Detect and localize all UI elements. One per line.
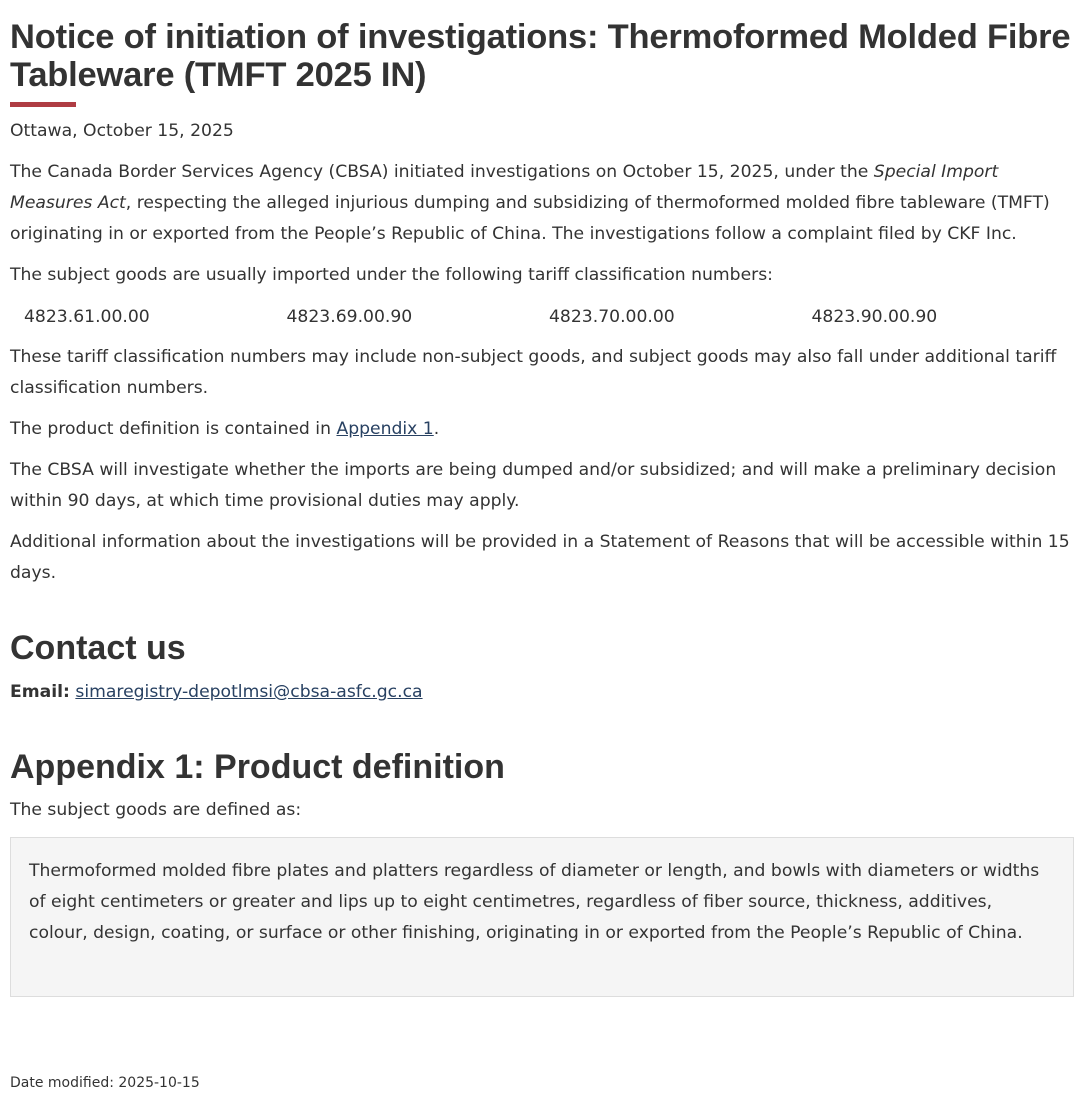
tariff-note: These tariff classification numbers may include non-subject goods, and subject goods may also fall under additional tariff classification numbers. [10, 347, 1057, 398]
tariff-number: 4823.61.00.00 [24, 306, 150, 327]
intro-text-2: , respecting the alleged injurious dumping and subsidizing of thermoformed molded fibre tableware (TMFT) originating in or exported from the People’s Republic of China. The investigations follow a complaint filed by CKF Inc. [10, 193, 1050, 244]
page-title: Notice of initiation of investigations: Thermoformed Molded Fibre Tableware (TMFT 2025 IN) [10, 18, 1071, 94]
email-line [10, 677, 1074, 708]
main-content [10, 18, 1074, 997]
additional-info-paragraph: Additional information about the investigations will be provided in a Statement of Reasons that will be accessible within 15 days. [10, 532, 1070, 583]
email-link[interactable]: simaregistry-depotlmsi@cbsa-asfc.gc.ca [75, 682, 423, 702]
act-name: Special Import Measures Act [10, 162, 999, 213]
intro-paragraph [10, 157, 1074, 250]
dateline: Ottawa, October 15, 2025 [10, 121, 234, 141]
appendix-1-link[interactable]: Appendix 1 [336, 419, 434, 439]
tariff-list [10, 301, 1074, 332]
tariff-number: 4823.90.00.90 [811, 306, 938, 327]
tariff-intro: The subject goods are usually imported under the following tariff classification numbers: [10, 265, 773, 285]
definition-box [10, 837, 1074, 997]
date-modified: Date modified: 2025-10-15 [10, 1075, 200, 1091]
product-definition-ref [10, 414, 1074, 445]
product-def-text: The product definition is contained in [10, 419, 337, 439]
appendix-heading: Appendix 1: Product definition [10, 748, 505, 786]
contact-heading: Contact us [10, 629, 186, 667]
intro-text-1: The Canada Border Services Agency (CBSA) initiated investigations on October 15, 2025, under the [10, 162, 874, 182]
tariff-number: 4823.69.00.90 [286, 306, 413, 327]
tariff-number: 4823.70.00.00 [549, 306, 675, 327]
email-label: Email: [10, 682, 70, 702]
definition-text: Thermoformed molded fibre plates and platters regardless of diameter or length, and bowls with diameters or widths of eight centimeters or greater and lips up to eight centimetres, regardless of fiber source, thickness, additives, colour, design, coating, or surface or other finishing, originating in or exported from the People’s Republic of China. [29, 861, 1040, 943]
product-def-period: . [433, 419, 440, 439]
title-underline [10, 102, 76, 107]
investigation-paragraph: The CBSA will investigate whether the imports are being dumped and/or subsidized; and will make a preliminary decision within 90 days, at which time provisional duties may apply. [10, 460, 1057, 511]
appendix-intro: The subject goods are defined as: [10, 800, 302, 820]
